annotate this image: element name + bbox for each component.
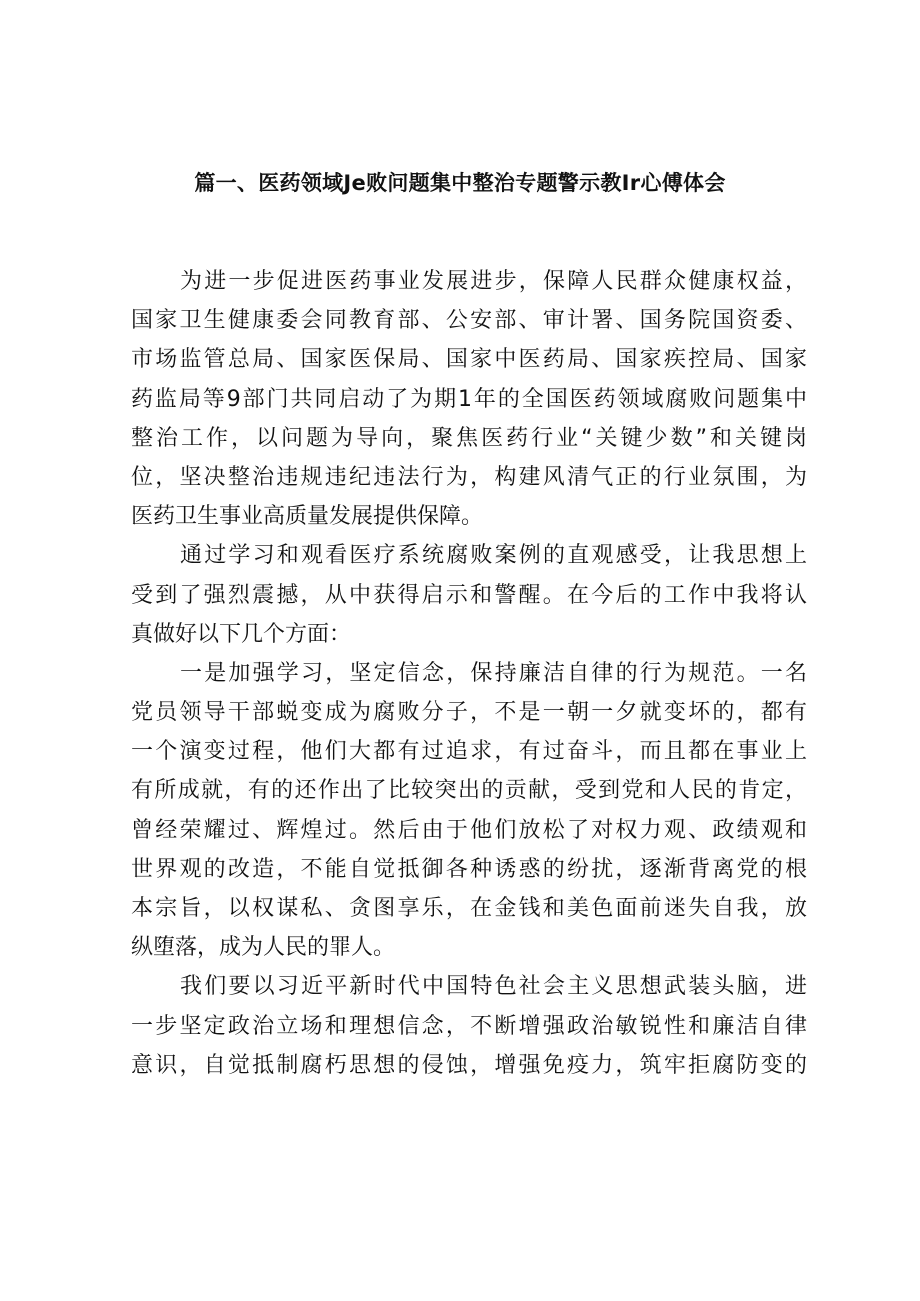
text-line: 曾经荣耀过、辉煌过。然后由于他们放松了对权力观、政绩观和 (131, 817, 807, 843)
paragraph (131, 536, 807, 654)
text-line: 一步坚定政治立场和理想信念，不断增强政治敏锐性和廉洁自律 (131, 1013, 807, 1039)
text-line: 世界观的改造，不能自觉抵御各种诱惑的纷扰，逐渐背离党的根 (131, 856, 807, 882)
text-line: 一个演变过程，他们大都有过追求，有过奋斗，而且都在事业上 (131, 739, 807, 765)
text-line: 整治工作，以问题为导向，聚焦医药行业“关键少数”和关键岗 (131, 425, 807, 451)
document-title: 篇一、医药领域Je败问题集中整治专题警示教Ir心傅体会 (194, 171, 726, 195)
paragraph (131, 262, 807, 536)
text-line: 意识，自觉抵制腐朽思想的侵蚀，增强免疫力，筑牢拒腐防变的 (131, 1052, 807, 1078)
text-line: 受到了强烈震撼，从中获得启示和警醒。在今后的工作中我将认 (131, 582, 807, 608)
text-line: 真做好以下几个方面： (131, 621, 352, 647)
text-line: 党员领导干部蜕变成为腐败分子，不是一朝一夕就变坏的，都有 (131, 700, 807, 726)
paragraph (131, 654, 807, 968)
text-line: 通过学习和观看医疗系统腐败案例的直观感受，让我思想上 (180, 543, 807, 569)
document-body (131, 262, 807, 1085)
text-line: 位，坚决整治违规违纪违法行为，构建风清气正的行业氛围，为 (131, 464, 807, 490)
paragraph (131, 967, 807, 1085)
text-line: 纵堕落，成为人民的罪人。 (131, 935, 396, 961)
text-line: 药监局等9部门共同启动了为期1年的全国医药领域腐败问题集中 (131, 386, 807, 412)
text-line: 医药卫生事业高质量发展提供保障。 (131, 504, 484, 530)
text-line: 有所成就，有的还作出了比较突出的贡献，受到党和人民的肯定， (131, 778, 807, 804)
text-line: 为进一步促进医药事业发展进步，保障人民群众健康权益， (180, 269, 807, 294)
text-line: 市场监管总局、国家医保局、国家中医药局、国家疾控局、国家 (131, 347, 807, 373)
text-line: 本宗旨，以权谋私、贪图享乐，在金钱和美色面前迷失自我，放 (131, 896, 807, 921)
text-line: 一是加强学习，坚定信念，保持廉洁自律的行为规范。一名 (180, 660, 807, 686)
text-line: 我们要以习近平新时代中国特色社会主义思想武装头脑，进 (180, 974, 807, 1000)
text-line: 国家卫生健康委会同教育部、公安部、审计署、国务院国资委、 (131, 308, 807, 334)
